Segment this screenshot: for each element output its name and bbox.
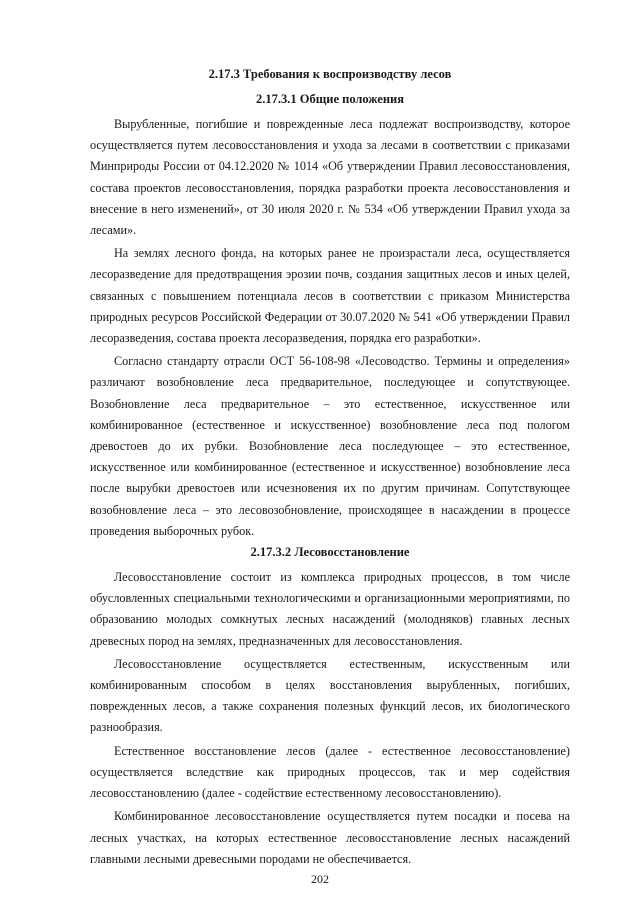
paragraph-7: Комбинированное лесовосстановление осуществляется путем посадки и посева на лесных участках, на которых естественное лесовосстановление лесных насаждений главными лесными древесными породами не обеспечивается. bbox=[90, 809, 570, 866]
page-body bbox=[90, 64, 570, 872]
paragraph-2: На землях лесного фонда, на которых ранее не произрастали леса, осуществляется лесоразведение для предотвращения эрозии почв, создания защитных лесов и иных целей, связанных с повышением потенциала лесов в соответствии с приказом Министерства природных ресурсов Российской Федерации от 30.07.2020 № 541 «Об утверждении Правил лесоразведения, состава проекта лесоразведения, порядка его разработки». bbox=[90, 246, 570, 346]
paragraph-6: Естественное восстановление лесов (далее - естественное лесовосстановление) осуществляется вследствие как природных процессов, так и мер содействия лесовосстановлению (далее - содействие естественному лесовосстановлению). bbox=[90, 743, 570, 801]
paragraph-5: Лесовосстановление осуществляется естественным, искусственным или комбинированным способом в целях восстановления вырубленных, погибших, поврежденных лесов, а также сохранения полезных функций лесов, их биологического разнообразия. bbox=[90, 656, 570, 735]
page-number: 202 bbox=[311, 872, 329, 886]
paragraph-4: Лесовосстановление состоит из комплекса природных процессов, в том числе обусловленных специальными технологическими и организационными мероприятиями, по образованию молодых сомкнутых лесных насаждений (молодняков) главных лесных древесных пород на землях, предназначенных для лесовосстановления. bbox=[90, 570, 570, 648]
paragraph-1: Вырубленные, погибшие и поврежденные леса подлежат воспроизводству, которое осуществляется путем лесовосстановления и ухода за лесами в соответствии с приказами Минприроды России от 04.12.2020 № 1014 «Об утверждении Правил лесовосстановления, состава проектов лесовосстановления, порядка разработки проекта лесовосстановления и внесение в него изменений», от 30 июля 2020 г. № 534 «Об утверждении Правил ухода за лесами». bbox=[90, 117, 570, 238]
subsection-heading-general: 2.17.3.1 Общие положения bbox=[255, 92, 404, 106]
section-heading: 2.17.3 Требования к воспроизводству лесов bbox=[208, 67, 452, 81]
subsection-heading-reforestation: 2.17.3.2 Лесовосстановление bbox=[250, 545, 410, 560]
paragraph-3: Согласно стандарту отрасли ОСТ 56-108-98 «Лесоводство. Термины и определения» различают возобновление леса предварительное, последующее и сопутствующее. Возобновление леса предварительное – это естественное, искусственное или комбинированное (естественное и искусственное) возобновление леса под пологом древостоев до их рубки. Возобновление леса последующее – это естественное, искусственное или комбинированное (естественное и искусственное) возобновление леса после вырубки древостоев или исчезновения их по другим причинам. Сопутствующее возобновление леса – это лесовозобновление, происходящее в насаждении в процессе проведения выборочных рубок. bbox=[90, 354, 570, 538]
